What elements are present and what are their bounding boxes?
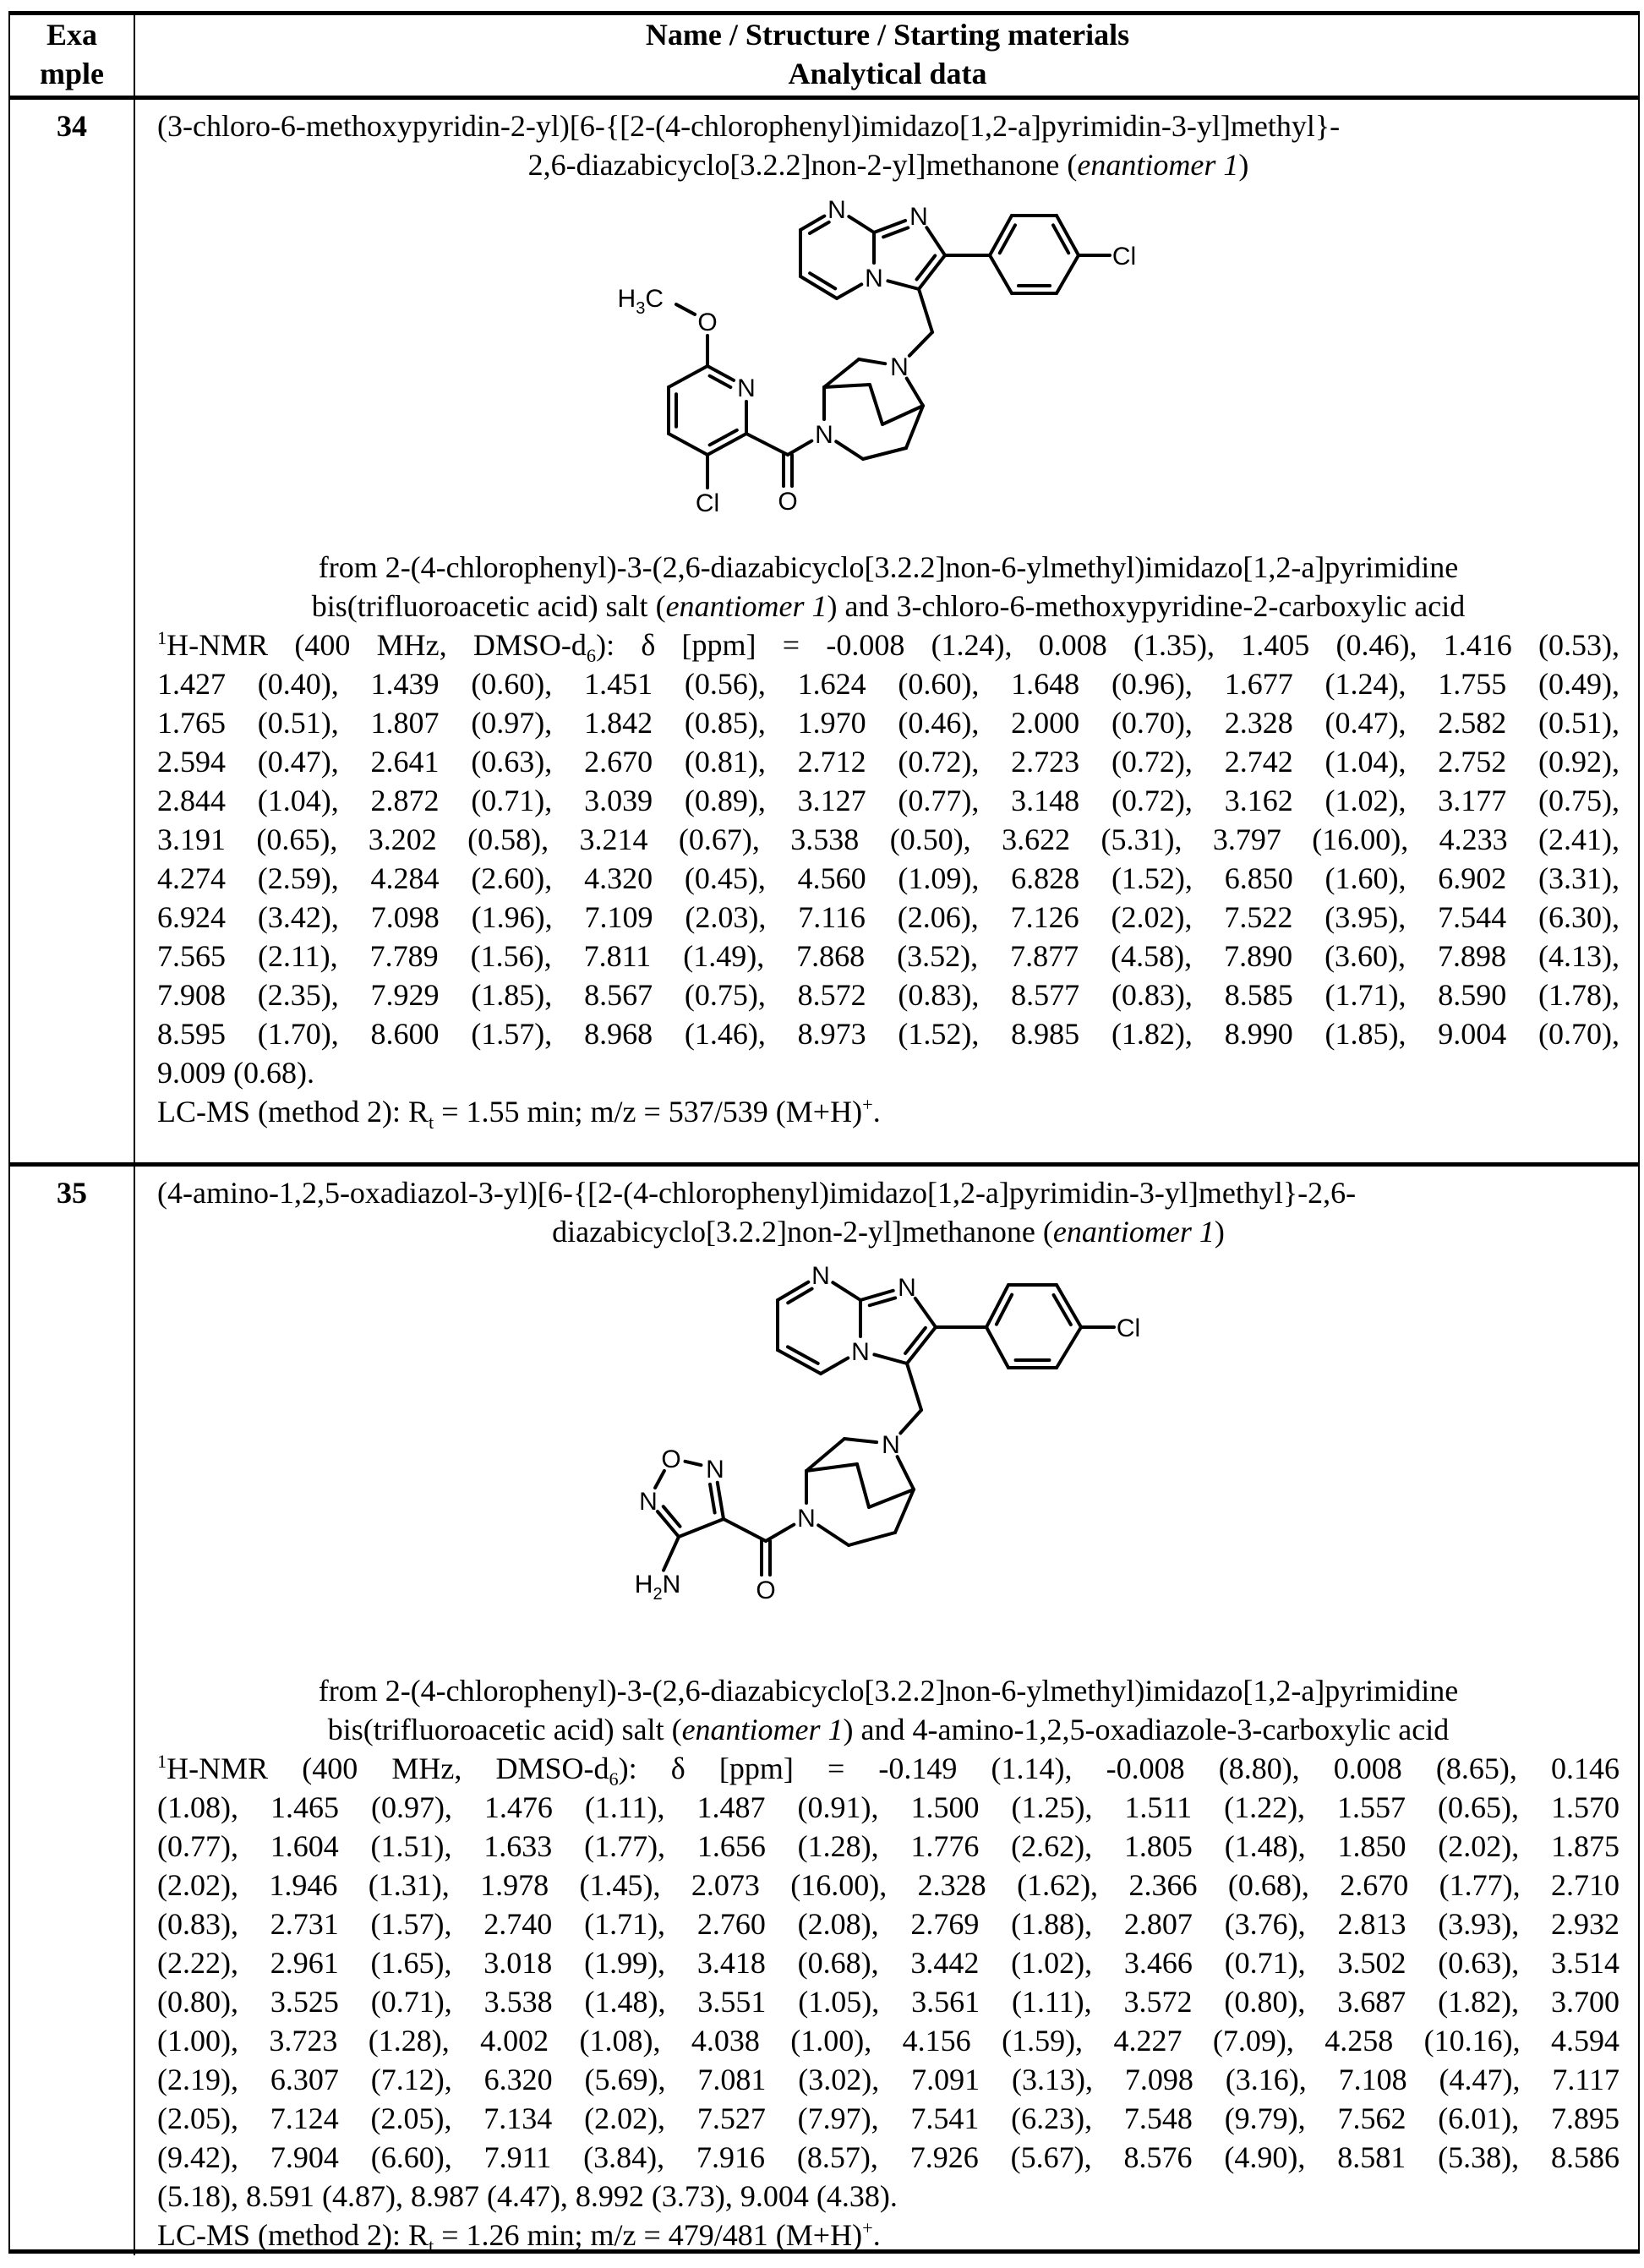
bond (859, 359, 885, 363)
nmr-header-2: ): δ [ppm] = (619, 1752, 879, 1785)
atom-label-part: N (811, 1262, 830, 1290)
nmr-line: (0.80), 3.525 (0.71), 3.538 (1.48), 3.551 (1.05), 3.561 (1.11), 3.572 (0.80), 3.687 (1.82), 3.700 (157, 1982, 1619, 2021)
bond (718, 1483, 724, 1519)
atom-label-part: 2 (653, 1585, 662, 1604)
sm-text-end: ) and 4-amino-1,2,5-oxadiazole-3-carboxylic acid (844, 1713, 1450, 1746)
nmr-line: 2.844 (1.04), 2.872 (0.71), 3.039 (0.89), 3.127 (0.77), 3.148 (0.72), 3.162 (1.02), 3.177 (0.75), (157, 781, 1619, 820)
starting-materials-line1: from 2-(4-chlorophenyl)-3-(2,6-diazabicyclo[3.2.2]non-6-ylmethyl)imidazo[1,2-a]pyrimidine (157, 1671, 1619, 1710)
bond (905, 1328, 926, 1353)
bond (919, 289, 932, 332)
atom-label-n (737, 374, 756, 402)
atom-label-part: N (827, 196, 846, 224)
bond (669, 434, 707, 455)
atom-label-n (882, 1431, 900, 1459)
atom-label-part: O (778, 488, 797, 516)
bond (870, 385, 882, 424)
atom-label-part: H (618, 285, 636, 313)
nmr-line: 9.009 (0.68). (157, 1053, 1619, 1092)
compound-name-line1: (3-chloro-6-methoxypyridin-2-yl)[6-{[2-(4-chlorophenyl)imidazo[1,2-a]pyrimidin-3-yl]methyl}- (157, 107, 1619, 145)
atom-label-part: N (797, 1505, 816, 1533)
nmr-line: (2.22), 2.961 (1.65), 3.018 (1.99), 3.418 (0.68), 3.442 (1.02), 3.466 (0.71), 3.502 (0.63), 3.514 (157, 1943, 1619, 1982)
bond (986, 1327, 1008, 1368)
atom-label-part: N (898, 1274, 916, 1302)
atom-label-part: H (635, 1571, 653, 1599)
structure-example-34 (618, 196, 1137, 517)
bond (788, 441, 811, 455)
lcms-sup: + (862, 2217, 873, 2238)
nmr-solvent-sub: 6 (587, 645, 596, 666)
nmr-isotope-sup: 1 (157, 1751, 167, 1772)
nmr-line: 7.565 (2.11), 7.789 (1.56), 7.811 (1.49), 7.868 (3.52), 7.877 (4.58), 7.890 (3.60), 7.898 (4.13), (157, 937, 1619, 976)
sm-text-end: ) and 3-chloro-6-methoxypyridine-2-carboxylic acid (827, 589, 1466, 623)
bond (898, 1456, 914, 1489)
atom-label-part: Cl (1117, 1314, 1140, 1342)
nmr-line: (0.83), 2.731 (1.57), 2.740 (1.71), 2.760 (2.08), 2.769 (1.88), 2.807 (3.76), 2.813 (3.93), 2.932 (157, 1905, 1619, 1943)
nmr-peaks: -0.149 (1.14), -0.008 (8.80), 0.008 (8.65), 0.146 (878, 1752, 1619, 1785)
bond (676, 304, 695, 314)
atom-label-n (865, 265, 883, 292)
lcms-sub: t (429, 1112, 434, 1133)
atom-label-n (827, 196, 846, 224)
nmr-line: 6.924 (3.42), 7.098 (1.96), 7.109 (2.03), 7.116 (2.06), 7.126 (2.02), 7.522 (3.95), 7.544 (6.30), (157, 898, 1619, 937)
bond (870, 1298, 895, 1305)
bond (833, 1282, 860, 1300)
sm-italic: enantiomer 1 (666, 589, 827, 623)
atom-label-part: O (756, 1577, 775, 1604)
atom-label-o (756, 1577, 775, 1604)
nmr-line: (5.18), 8.591 (4.87), 8.987 (4.47), 8.992 (3.73), 9.004 (4.38). (157, 2177, 1619, 2216)
bond (788, 1347, 818, 1364)
atom-label-o (778, 488, 797, 516)
nmr-line: (1.00), 3.723 (1.28), 4.002 (1.08), 4.038 (1.00), 4.156 (1.59), 4.227 (7.09), 4.258 (10.16), 4.594 (157, 2021, 1619, 2060)
atom-label-part: N (851, 1338, 870, 1366)
atom-label-n (811, 1262, 830, 1290)
atom-label-n (639, 1488, 658, 1516)
nmr-line: 8.595 (1.70), 8.600 (1.57), 8.968 (1.46), 8.973 (1.52), 8.985 (1.82), 8.990 (1.85), 9.004 (0.70), (157, 1014, 1619, 1053)
bond (917, 255, 936, 279)
header-example-line1: Exa (10, 15, 134, 54)
bond (1054, 1295, 1071, 1325)
bond (821, 1358, 848, 1374)
compound-name-line1: (4-amino-1,2,5-oxadiazol-3-yl)[6-{[2-(4-chlorophenyl)imidazo[1,2-a]pyrimidin-3-yl]methyl}-2,6- (157, 1173, 1619, 1212)
bond (836, 441, 863, 459)
bond (909, 332, 932, 356)
nmr-line: (2.02), 1.946 (1.31), 1.978 (1.45), 2.073 (16.00), 2.328 (1.62), 2.366 (0.68), 2.670 (1.77), 2.710 (157, 1866, 1619, 1905)
name-text: 2,6-diazabicyclo[3.2.2]non-2-yl]methanone ( (528, 148, 1078, 182)
nmr-line: (9.42), 7.904 (6.60), 7.911 (3.84), 7.916 (8.57), 7.926 (5.67), 8.576 (4.90), 8.581 (5.38), 8.586 (157, 2138, 1619, 2177)
atom-label-part: N (706, 1456, 724, 1484)
sm-text: bis(trifluoroacetic acid) salt ( (328, 1713, 682, 1746)
lcms-text-2: = 1.26 min; m/z = 479/481 (M+H) (434, 2218, 862, 2252)
atom-label-o (697, 309, 717, 336)
nmr-line: 1.427 (0.40), 1.439 (0.60), 1.451 (0.56), 1.624 (0.60), 1.648 (0.96), 1.677 (1.24), 1.755 (0.49), (157, 664, 1619, 703)
nmr-peaks: -0.008 (1.24), 0.008 (1.35), 1.405 (0.46), 1.416 (0.53), (826, 628, 1619, 662)
atom-label-n (890, 353, 909, 381)
bond (849, 216, 874, 232)
bond (874, 1354, 907, 1364)
example-number: 34 (10, 107, 134, 145)
atom-label-n (706, 1456, 724, 1484)
bond (710, 1484, 715, 1513)
bond (1000, 225, 1015, 253)
nmr-line: (2.19), 6.307 (7.12), 6.320 (5.69), 7.081 (3.02), 7.091 (3.13), 7.098 (3.16), 7.108 (4.47), 7.117 (157, 2060, 1619, 2099)
nmr-line: 7.908 (2.35), 7.929 (1.85), 8.567 (0.75), 8.572 (0.83), 8.577 (0.83), 8.585 (1.71), 8.590 (1.78), (157, 976, 1619, 1014)
name-text-end: ) (1215, 1215, 1225, 1249)
atom-label-part: 3 (636, 299, 645, 318)
bond (844, 1439, 877, 1442)
structure-example-35 (635, 1262, 1140, 1604)
lcms-text-2: = 1.55 min; m/z = 537/539 (M+H) (434, 1095, 862, 1129)
bond (685, 1462, 702, 1465)
atom-label-n (851, 1338, 870, 1366)
nmr-line: (2.05), 7.124 (2.05), 7.134 (2.02), 7.527 (7.97), 7.541 (6.23), 7.548 (9.79), 7.562 (6.01), 7.895 (157, 2099, 1619, 2138)
atom-label-part: N (882, 1431, 900, 1459)
bond (857, 1464, 869, 1507)
bond (1053, 225, 1068, 253)
bond (849, 1533, 895, 1545)
sm-italic: enantiomer 1 (682, 1713, 844, 1746)
lcms-sub: t (429, 2235, 434, 2256)
bond (915, 1298, 936, 1327)
bond (824, 385, 870, 387)
bond (997, 1295, 1012, 1325)
bond (837, 284, 861, 298)
atom-label-part: N (815, 421, 833, 449)
bond (818, 1525, 849, 1545)
bond (888, 281, 919, 289)
bond (746, 434, 788, 455)
sm-text: bis(trifluoroacetic acid) salt ( (312, 589, 666, 623)
lcms-text-end: . (873, 2218, 881, 2252)
bond (900, 1410, 921, 1433)
atom-label-h3c (618, 285, 664, 318)
bond (669, 366, 707, 387)
bond (824, 359, 859, 387)
nmr-line: 4.274 (2.59), 4.284 (2.60), 4.320 (0.45), 4.560 (1.09), 6.828 (1.52), 6.850 (1.60), 6.902 (3.31), (157, 859, 1619, 898)
nmr-header: H-NMR (400 MHz, DMSO-d (167, 628, 587, 662)
atom-label-n (815, 421, 833, 449)
atom-label-n (797, 1505, 816, 1533)
header-name-line2: Analytical data (135, 54, 1640, 93)
bond (907, 379, 923, 406)
bond (1057, 255, 1079, 293)
atom-label-part: C (645, 285, 664, 313)
nmr-line: (0.77), 1.604 (1.51), 1.633 (1.77), 1.656 (1.28), 1.776 (2.62), 1.805 (1.48), 1.850 (2.02), 1.875 (157, 1827, 1619, 1866)
bond (724, 1519, 766, 1541)
atom-label-o (661, 1446, 680, 1473)
name-text: diazabicyclo[3.2.2]non-2-yl]methanone ( (552, 1215, 1053, 1249)
bond (1057, 1327, 1081, 1368)
bond (778, 1282, 808, 1300)
lcms-text: LC-MS (method 2): R (157, 2218, 429, 2252)
nmr-isotope-sup: 1 (157, 627, 167, 648)
atom-label-part: Cl (696, 489, 719, 517)
name-italic: enantiomer 1 (1077, 148, 1238, 182)
atom-label-part: O (661, 1446, 680, 1473)
bond (926, 227, 945, 255)
lcms-text-end: . (873, 1095, 881, 1129)
atom-label-part: N (663, 1571, 681, 1599)
name-text-end: ) (1238, 148, 1248, 182)
bond (863, 448, 906, 459)
atom-label-part: N (639, 1488, 658, 1516)
bond (679, 1519, 724, 1537)
atom-label-part: N (890, 353, 909, 381)
nmr-solvent-sub: 6 (609, 1768, 619, 1790)
atom-label-h2n (635, 1571, 680, 1604)
atom-label-cl (1117, 1314, 1140, 1342)
nmr-line: (1.08), 1.465 (0.97), 1.476 (1.11), 1.487 (0.91), 1.500 (1.25), 1.511 (1.22), 1.557 (0.65), 1.570 (157, 1788, 1619, 1827)
atom-label-n (909, 203, 928, 231)
bond (664, 1537, 679, 1571)
atom-label-part: N (865, 265, 883, 292)
bond (990, 255, 1012, 293)
atom-label-part: O (697, 309, 717, 336)
nmr-header: H-NMR (400 MHz, DMSO-d (167, 1752, 609, 1785)
header-name-line1: Name / Structure / Starting materials (135, 15, 1640, 54)
name-italic: enantiomer 1 (1053, 1215, 1215, 1249)
nmr-line: 1.765 (0.51), 1.807 (0.97), 1.842 (0.85), 1.970 (0.46), 2.000 (0.70), 2.328 (0.47), 2.582 (0.51), (157, 703, 1619, 742)
chemical-structures (0, 0, 1644, 2268)
example-number: 35 (10, 1173, 134, 1212)
nmr-line: 3.191 (0.65), 3.202 (0.58), 3.214 (0.67), 3.538 (0.50), 3.622 (5.31), 3.797 (16.00), 4.233 (2.41), (157, 820, 1619, 859)
bond (766, 1525, 794, 1541)
atom-label-cl (696, 489, 719, 517)
atom-label-cl (1112, 243, 1136, 271)
atom-label-part: Cl (1112, 243, 1136, 271)
nmr-line: 2.594 (0.47), 2.641 (0.63), 2.670 (0.81), 2.712 (0.72), 2.723 (0.72), 2.742 (1.04), 2.752 (0.92), (157, 742, 1619, 781)
atom-label-n (898, 1274, 916, 1302)
atom-label-part: N (909, 203, 928, 231)
atom-label-part: N (737, 374, 756, 402)
bond (658, 1511, 679, 1537)
starting-materials-line1: from 2-(4-chlorophenyl)-3-(2,6-diazabicyclo[3.2.2]non-6-ylmethyl)imidazo[1,2-a]pyrimidine (157, 548, 1619, 587)
nmr-header-2: ): δ [ppm] = (596, 628, 826, 662)
lcms-text: LC-MS (method 2): R (157, 1095, 429, 1129)
bond (907, 1364, 921, 1410)
lcms-sup: + (862, 1094, 873, 1115)
header-example-line2: mple (10, 54, 134, 93)
